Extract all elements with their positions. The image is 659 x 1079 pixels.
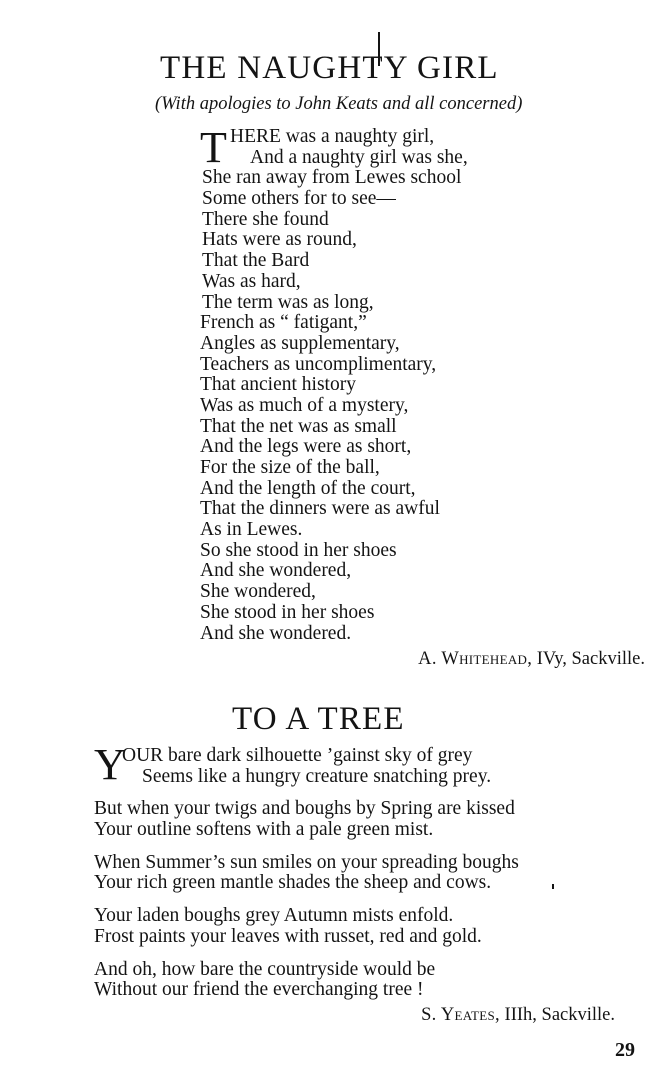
poem-stanza [94,799,519,840]
poem-line: Teachers as uncomplimentary, [200,353,437,375]
poem-line: And the length of the court, [200,477,416,499]
poem-body-to-a-tree [94,740,519,1013]
poem-line: So she stood in her shoes [200,539,397,561]
poem-line: She stood in her shoes [200,601,375,623]
poem-line: Without our friend the everchanging tree ! [94,979,424,1001]
drop-cap-t: T [200,123,227,172]
poem-subtitle: (With apologies to John Keats and all concerned) [155,94,523,114]
poem-line: OUR bare dark silhouette ’gainst sky of grey [122,745,473,766]
poem-title-to-a-tree: TO A TREE [232,701,405,737]
poem-line: When Summer’s sun smiles on your spreading boughs [94,851,519,873]
poem-stanza [94,960,519,1001]
poem-attribution-yeates [421,1003,615,1027]
poem-title-naughty-girl: THE NAUGHTY GIRL [160,50,499,86]
poem-line: And she wondered, [200,560,352,582]
poem-stanza [94,853,519,894]
author-form: IIIh, Sackville. [504,1005,615,1025]
poem-line: She wondered, [200,581,316,603]
poem-line: Angles as supplementary, [200,332,400,354]
poem-line: Hats were as round, [202,229,357,251]
poem-line: And she wondered. [200,622,352,644]
poem-line: Was as hard, [202,270,301,292]
poem-line: Was as much of a mystery, [200,394,409,416]
poem-line: Your laden boughs grey Autumn mists enfold. [94,905,454,927]
stray-ink-dot [552,884,554,889]
poem-attribution-whitehead [418,647,645,671]
poem-line: Your rich green mantle shades the sheep and cows. [94,872,492,894]
poem-line: That the Bard [202,250,310,272]
author-form: IVy, Sackville. [536,649,645,669]
author-name: A. Whitehead, [418,649,533,669]
poem-line: And a naughty girl was she, [250,146,468,168]
poem-line: That the dinners were as awful [200,498,440,520]
poem-line: That ancient history [200,374,356,396]
poem-body-naughty-girl [200,123,468,644]
poem-stanza [94,740,519,789]
poem-line: She ran away from Lewes school [202,167,462,189]
poem-line: Seems like a hungry creature snatching prey. [142,765,492,787]
poem-line: Frost paints your leaves with russet, red and gold. [94,925,482,947]
poem-line: The term was as long, [202,291,374,313]
poem-line: And oh, how bare the countryside would be [94,958,436,980]
author-name: S. Yeates, [421,1005,500,1025]
poem-line: There she found [202,208,329,230]
poem-line: Some others for to see— [202,188,396,210]
poem-line: But when your twigs and boughs by Spring are kissed [94,798,515,820]
page-number: 29 [615,1039,635,1061]
poem-line: And the legs were as short, [200,436,412,458]
poem-line: As in Lewes. [200,519,303,541]
poem-stanza [94,906,519,947]
poem-line: For the size of the ball, [200,457,380,478]
poem-line: Your outline softens with a pale green mist. [94,819,434,841]
poem-line: HERE was a naughty girl, [230,126,435,147]
poem-line: That the net was as small [200,415,397,437]
poem-line: French as “ fatigant,” [200,312,367,334]
drop-cap-y: Y [94,740,126,789]
